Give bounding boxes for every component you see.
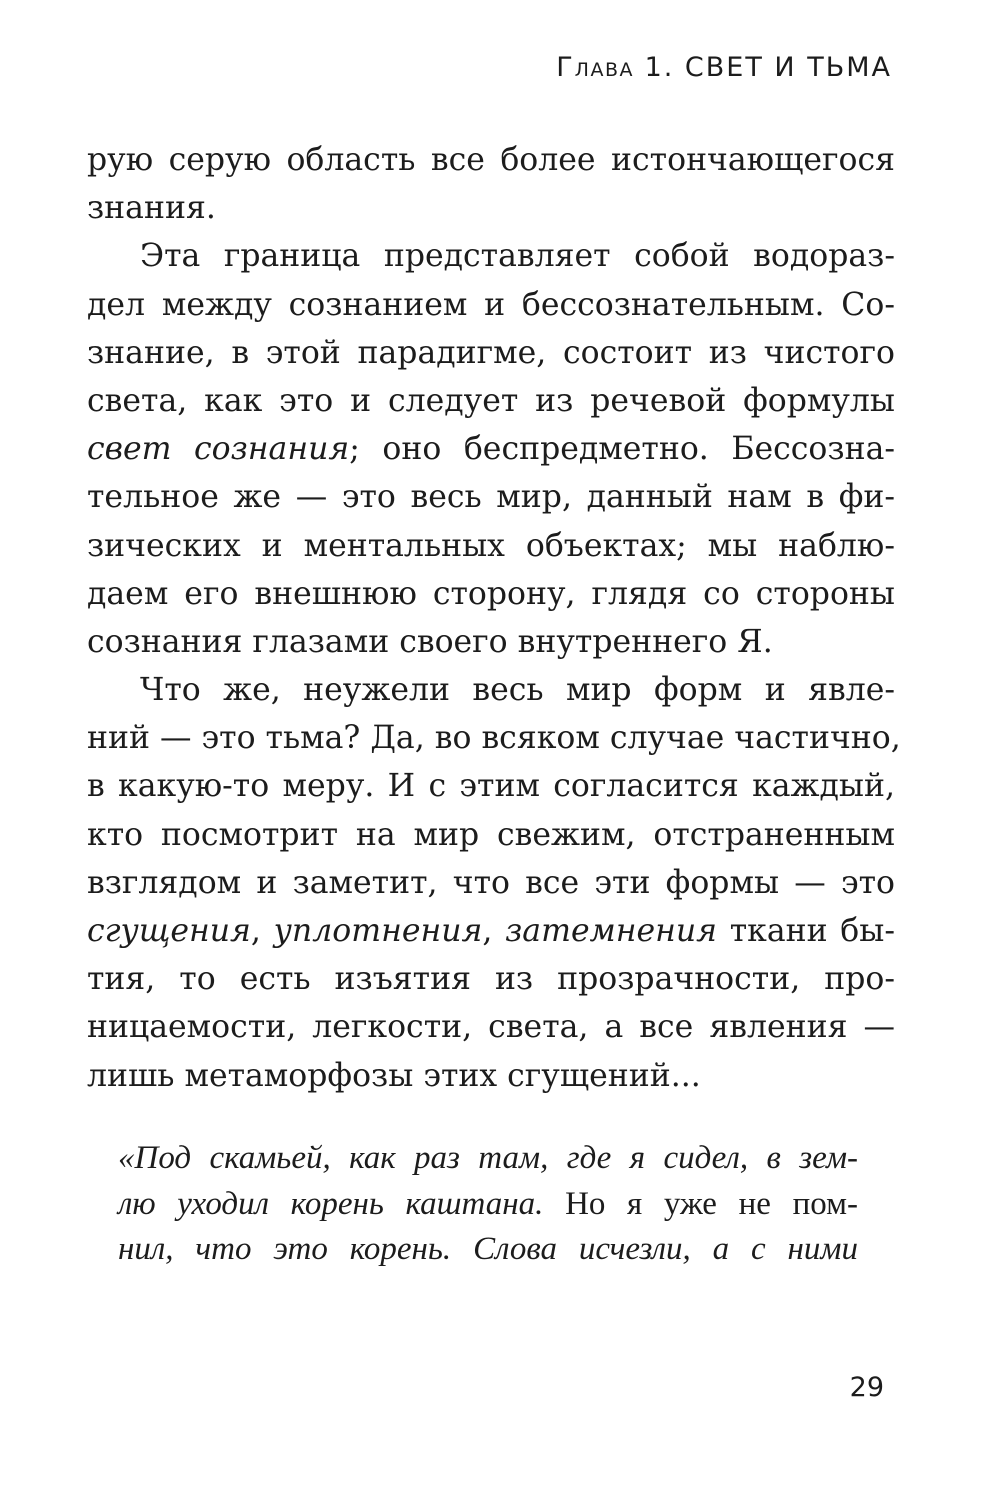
text-line: тия, то есть изъятия из прозрачности, про- xyxy=(87,961,895,998)
chapter-word-rest: ЛАВА xyxy=(574,59,634,81)
text-line-with-italic xyxy=(87,907,895,955)
text-line: кто посмотрит на мир свежим, отстраненным xyxy=(87,816,895,853)
text-line: знание, в этой парадигме, состоит из чистого xyxy=(87,334,895,371)
quote-line: нил, что это корень. Слова исчезли, а с ними xyxy=(118,1231,858,1267)
page-number: 29 xyxy=(849,1372,884,1403)
text-line-with-italic xyxy=(87,425,895,473)
italic-word: сгущения xyxy=(87,913,251,949)
text-line: знания. xyxy=(87,190,216,227)
block-quote xyxy=(118,1136,858,1273)
running-head xyxy=(556,52,892,83)
text-segment: , xyxy=(482,913,506,949)
text-line: сознания глазами своего внутреннего Я. xyxy=(87,623,773,660)
quote-upright-segment: Но я уже не пом- xyxy=(565,1185,858,1222)
text-line: ний — это тьма? Да, во всяком случае частично, xyxy=(87,720,901,757)
text-segment: ткани бы- xyxy=(716,913,895,949)
text-line: дел между сознанием и бессознательным. Со- xyxy=(87,286,895,323)
italic-word: затемнения xyxy=(505,913,717,949)
text-line: ницаемости, легкости, света, а все явления — xyxy=(87,1009,895,1046)
chapter-title: 1. СВЕТ И ТЬМА xyxy=(644,52,892,83)
paragraph-start-line: Что же, неужели весь мир форм и явле- xyxy=(140,672,895,709)
quote-line xyxy=(118,1182,858,1228)
italic-phrase: свет сознания xyxy=(87,431,350,468)
chapter-word-initial: Г xyxy=(556,52,575,83)
italic-word: уплотнения xyxy=(273,913,483,949)
text-line: тельное же — это весь мир, данный нам в фи- xyxy=(87,479,895,516)
quote-line: «Под скамьей, как раз там, где я сидел, в зем- xyxy=(118,1140,858,1176)
paragraph-start-line: Эта граница представляет собой водораз- xyxy=(140,238,895,275)
text-line: света, как это и следует из речевой формулы xyxy=(87,382,895,419)
body-text xyxy=(87,136,901,1100)
text-segment: ; оно беспредметно. Бессозна- xyxy=(349,431,895,468)
text-line: взглядом и заметит, что все эти формы — это xyxy=(87,864,895,901)
text-line: в какую-то меру. И с этим согласится каждый, xyxy=(87,768,895,805)
text-line: даем его внешнюю сторону, глядя со стороны xyxy=(87,575,895,612)
text-line: зических и ментальных объектах; мы наблю- xyxy=(87,527,895,564)
text-segment: , xyxy=(250,913,274,949)
text-line: рую серую область все более истончающегося xyxy=(87,142,895,178)
text-line: лишь метаморфозы этих сгущений... xyxy=(87,1057,701,1094)
quote-italic-segment: лю уходил корень каштана. xyxy=(118,1185,566,1222)
